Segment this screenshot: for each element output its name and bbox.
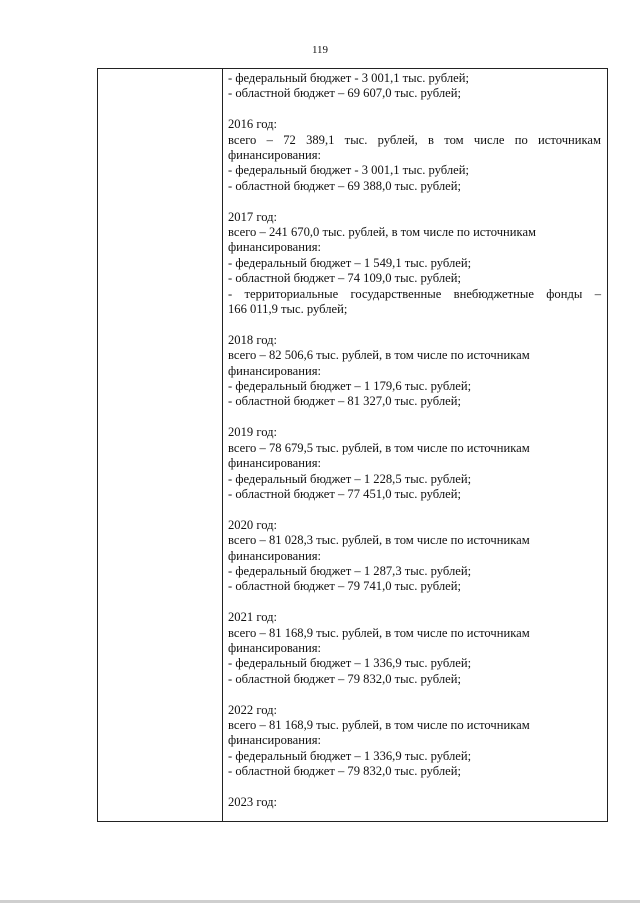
text-line: 2016 год: bbox=[228, 117, 278, 132]
text-line: финансирования: bbox=[228, 148, 322, 163]
text-line: - федеральный бюджет – 1 287,3 тыс. рублей; bbox=[228, 563, 472, 578]
text-line: всего – 81 028,3 тыс. рублей, в том числе по источникам bbox=[228, 533, 530, 548]
text-line: всего – 81 168,9 тыс. рублей, в том числе по источникам bbox=[228, 625, 530, 640]
text-line: - областной бюджет – 77 451,0 тыс. рублей; bbox=[228, 486, 461, 501]
text-line: 2023 год: bbox=[228, 794, 278, 809]
text-line: - областной бюджет – 81 327,0 тыс. рублей; bbox=[228, 394, 461, 409]
text-line: 2018 год: bbox=[228, 332, 278, 347]
text-line: - областной бюджет – 79 741,0 тыс. рублей; bbox=[228, 579, 461, 594]
text-line: - федеральный бюджет – 1 179,6 тыс. рублей; bbox=[228, 379, 472, 394]
text-line: - областной бюджет – 79 832,0 тыс. рублей; bbox=[228, 764, 461, 779]
text-line: финансирования: bbox=[228, 733, 322, 748]
text-line: финансирования: bbox=[228, 640, 322, 655]
text-line: - федеральный бюджет - 3 001,1 тыс. рублей; bbox=[228, 71, 469, 85]
budget-funding-cell bbox=[228, 71, 601, 810]
text-line: - областной бюджет – 69 388,0 тыс. рублей; bbox=[228, 178, 461, 193]
text-line: - областной бюджет – 69 607,0 тыс. рублей; bbox=[228, 86, 461, 101]
text-line: - федеральный бюджет - 3 001,1 тыс. рублей; bbox=[228, 163, 469, 178]
text-line: - федеральный бюджет – 1 549,1 тыс. рублей; bbox=[228, 255, 472, 270]
text-line: - федеральный бюджет – 1 336,9 тыс. рублей; bbox=[228, 748, 472, 763]
paragraph-gap bbox=[228, 194, 601, 209]
text-line: - территориальные государственные внебюджетные фонды – bbox=[228, 286, 601, 301]
bottom-scan-edge bbox=[0, 900, 640, 903]
page-number: 119 bbox=[311, 44, 329, 56]
text-line: финансирования: bbox=[228, 548, 322, 563]
text-line: финансирования: bbox=[228, 363, 322, 378]
paragraph-gap bbox=[228, 780, 601, 795]
text-line: 166 011,9 тыс. рублей; bbox=[228, 302, 348, 317]
paragraph-gap bbox=[228, 687, 601, 702]
text-line: 2017 год: bbox=[228, 209, 278, 224]
paragraph-gap bbox=[228, 410, 601, 425]
text-line: - федеральный бюджет – 1 336,9 тыс. рублей; bbox=[228, 656, 472, 671]
text-line: всего – 78 679,5 тыс. рублей, в том числе по источникам bbox=[228, 440, 530, 455]
text-line: финансирования: bbox=[228, 456, 322, 471]
paragraph-gap bbox=[228, 595, 601, 610]
text-line: всего – 81 168,9 тыс. рублей, в том числе по источникам bbox=[228, 717, 530, 732]
text-line: - областной бюджет – 74 109,0 тыс. рублей; bbox=[228, 271, 461, 286]
paragraph-gap bbox=[228, 502, 601, 517]
text-line: финансирования: bbox=[228, 240, 322, 255]
text-line: всего – 241 670,0 тыс. рублей, в том числе по источникам bbox=[228, 225, 537, 240]
text-line: всего – 72 389,1 тыс. рублей, в том числе по источникам bbox=[228, 132, 601, 147]
text-line: 2021 год: bbox=[228, 610, 278, 625]
text-line: 2022 год: bbox=[228, 702, 278, 717]
text-line: - областной бюджет – 79 832,0 тыс. рублей; bbox=[228, 671, 461, 686]
column-divider bbox=[222, 69, 223, 821]
text-line: всего – 82 506,6 тыс. рублей, в том числе по источникам bbox=[228, 348, 530, 363]
budget-table bbox=[97, 68, 608, 822]
text-line: 2019 год: bbox=[228, 425, 278, 440]
text-line: 2020 год: bbox=[228, 517, 278, 532]
text-line: - федеральный бюджет – 1 228,5 тыс. рублей; bbox=[228, 471, 472, 486]
paragraph-gap bbox=[228, 102, 601, 117]
paragraph-gap bbox=[228, 317, 601, 332]
